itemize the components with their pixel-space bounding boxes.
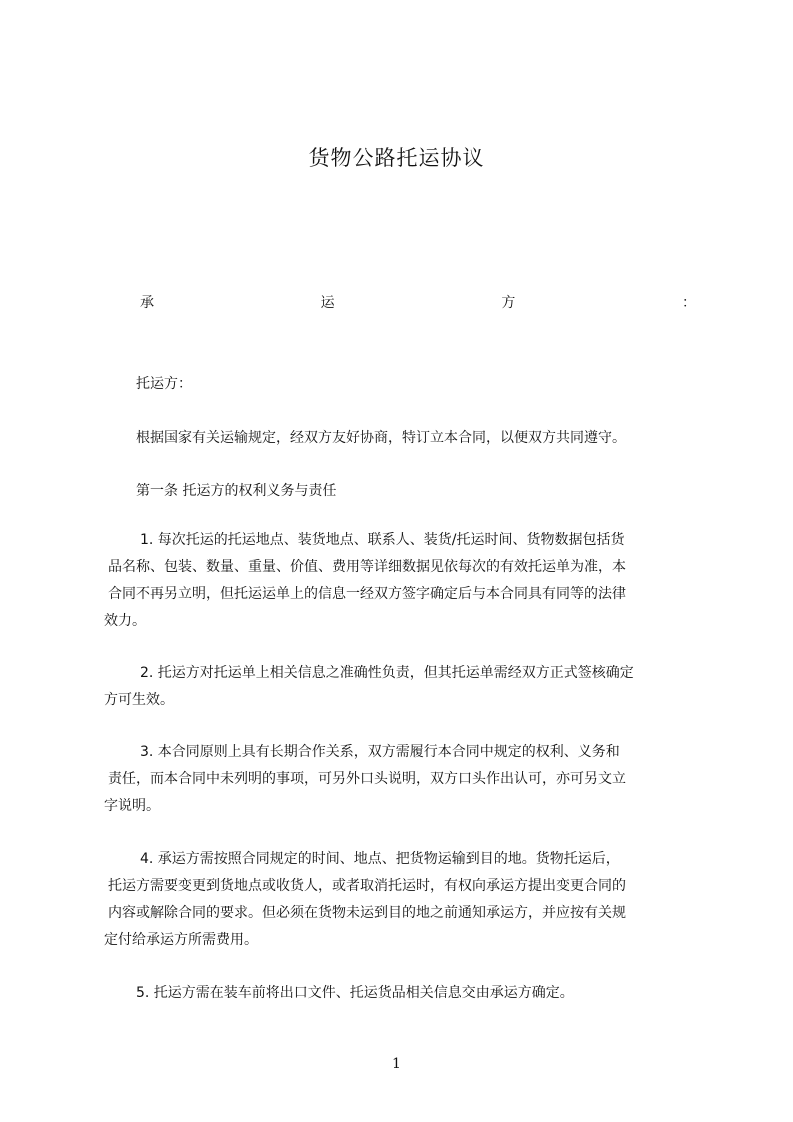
carrier-label-char: 承 xyxy=(140,295,154,311)
clause-line: 方可生效。 xyxy=(104,692,174,708)
document-title: 货物公路托运协议 xyxy=(308,146,485,170)
clause-line: 效力。 xyxy=(104,613,146,629)
clause-line: 定付给承运方所需费用。 xyxy=(104,932,258,948)
clause-line: 5. 托运方需在装车前将出口文件、托运货品相关信息交由承运方确定。 xyxy=(136,985,574,1001)
clause-line: 3. 本合同原则上具有长期合作关系，双方需履行本合同中规定的权利、义务和 xyxy=(140,744,620,760)
article-heading: 第一条 托运方的权利义务与责任 xyxy=(136,483,337,499)
clause-line: 1. 每次托运的托运地点、装货地点、联系人、装货/托运时间、货物数据包括货 xyxy=(140,532,625,548)
clause-line: 4. 承运方需按照合同规定的时间、地点、把货物运输到目的地。货物托运后， xyxy=(140,851,620,867)
clause-1 xyxy=(104,527,710,635)
clause-2 xyxy=(104,660,710,714)
clause-line: 责任，而本合同中未列明的事项，可另外口头说明，双方口头作出认可，亦可另文立 xyxy=(108,771,626,787)
clause-4 xyxy=(104,846,710,954)
shipper-label: 托运方： xyxy=(136,376,192,392)
carrier-label-char: ： xyxy=(681,295,696,311)
clause-line: 品名称、包装、数量、重量、价值、费用等详细数据见依每次的有效托运单为准，本 xyxy=(108,559,626,575)
preamble: 根据国家有关运输规定，经双方友好协商，特订立本合同，以便双方共同遵守。 xyxy=(136,430,626,446)
clause-line: 字说明。 xyxy=(104,798,160,814)
clause-line: 内容或解除合同的要求。但必须在货物未运到目的地之前通知承运方，并应按有关规 xyxy=(108,905,626,921)
page-number: 1 xyxy=(392,1056,401,1072)
clause-line: 2. 托运方对托运单上相关信息之准确性负责，但其托运单需经双方正式签核确定 xyxy=(140,665,634,681)
clause-line: 托运方需要变更到货地点或收货人，或者取消托运时，有权向承运方提出变更合同的 xyxy=(108,878,626,894)
clause-3 xyxy=(104,739,710,820)
clause-5 xyxy=(104,980,710,1007)
carrier-label-char: 运 xyxy=(320,295,335,311)
carrier-label-char: 方 xyxy=(501,295,516,311)
clause-line: 合同不再另立明，但托运运单上的信息一经双方签字确定后与本合同具有同等的法律 xyxy=(108,586,626,602)
carrier-label xyxy=(140,292,696,312)
